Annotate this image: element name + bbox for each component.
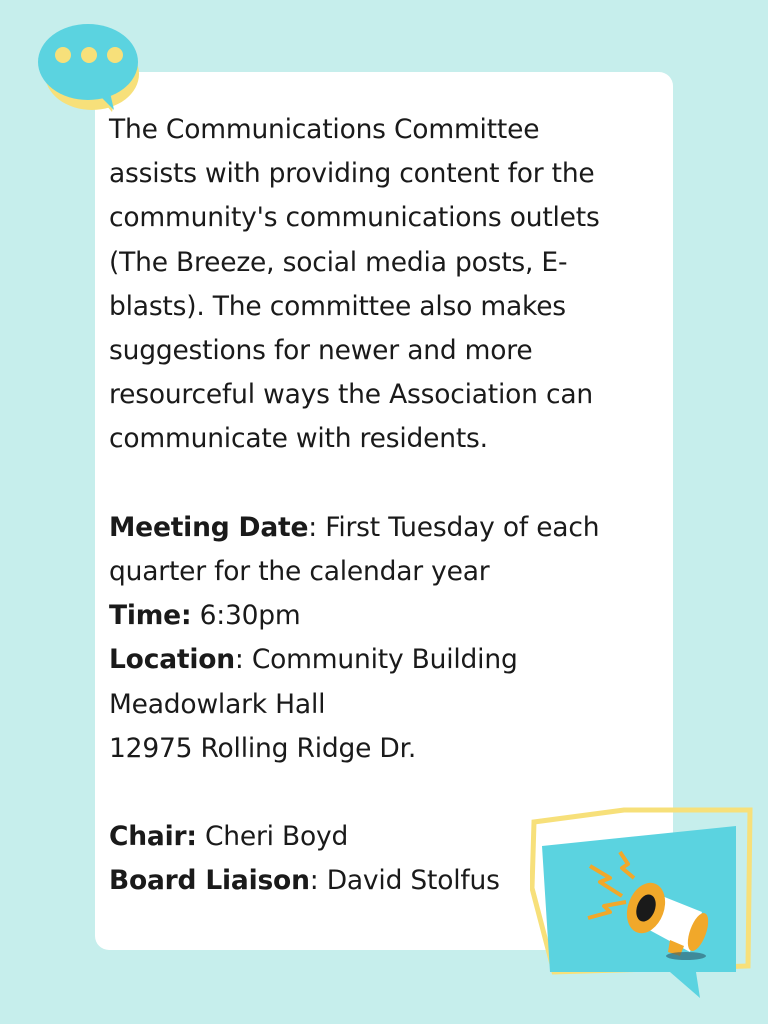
location-label: Location [109, 644, 235, 676]
desc-line: blasts). The committee also makes [109, 290, 566, 322]
desc-line: resourceful ways the Association can [109, 379, 593, 411]
meeting-date-line [109, 506, 669, 550]
desc-line: The Communications Committee [109, 114, 540, 145]
committee-description [109, 108, 669, 904]
time-label: Time: [109, 600, 192, 632]
time-line [109, 594, 669, 638]
location-hall: Meadowlark Hall [109, 688, 326, 720]
desc-line: suggestions for newer and more [109, 335, 533, 367]
desc-line: (The Breeze, social media posts, E- [109, 246, 568, 278]
time-value: 6:30pm [191, 600, 301, 632]
liaison-sep: : [309, 865, 319, 897]
location-value: Community Building [243, 644, 518, 676]
desc-line: assists with providing content for the [109, 158, 595, 190]
meeting-date-value-cont: quarter for the calendar year [109, 556, 490, 588]
speech-bubble-icon [30, 14, 146, 114]
spacer [109, 462, 669, 506]
liaison-label: Board Liaison [109, 865, 310, 897]
meeting-date-sep: : [308, 511, 317, 543]
chair-value: Cheri Boyd [196, 821, 349, 853]
location-line [109, 638, 669, 682]
liaison-value: David Stolfus [318, 865, 500, 897]
meeting-date-label: Meeting Date [109, 511, 309, 543]
desc-line: communicate with residents. [109, 423, 488, 455]
location-sep: : [234, 644, 244, 676]
megaphone-icon [530, 806, 760, 1006]
desc-line: community's communications outlets [109, 202, 600, 234]
meeting-date-value: First Tuesday of each [316, 511, 600, 543]
location-address: 12975 Rolling Ridge Dr. [109, 732, 417, 764]
chair-label: Chair: [109, 821, 197, 853]
